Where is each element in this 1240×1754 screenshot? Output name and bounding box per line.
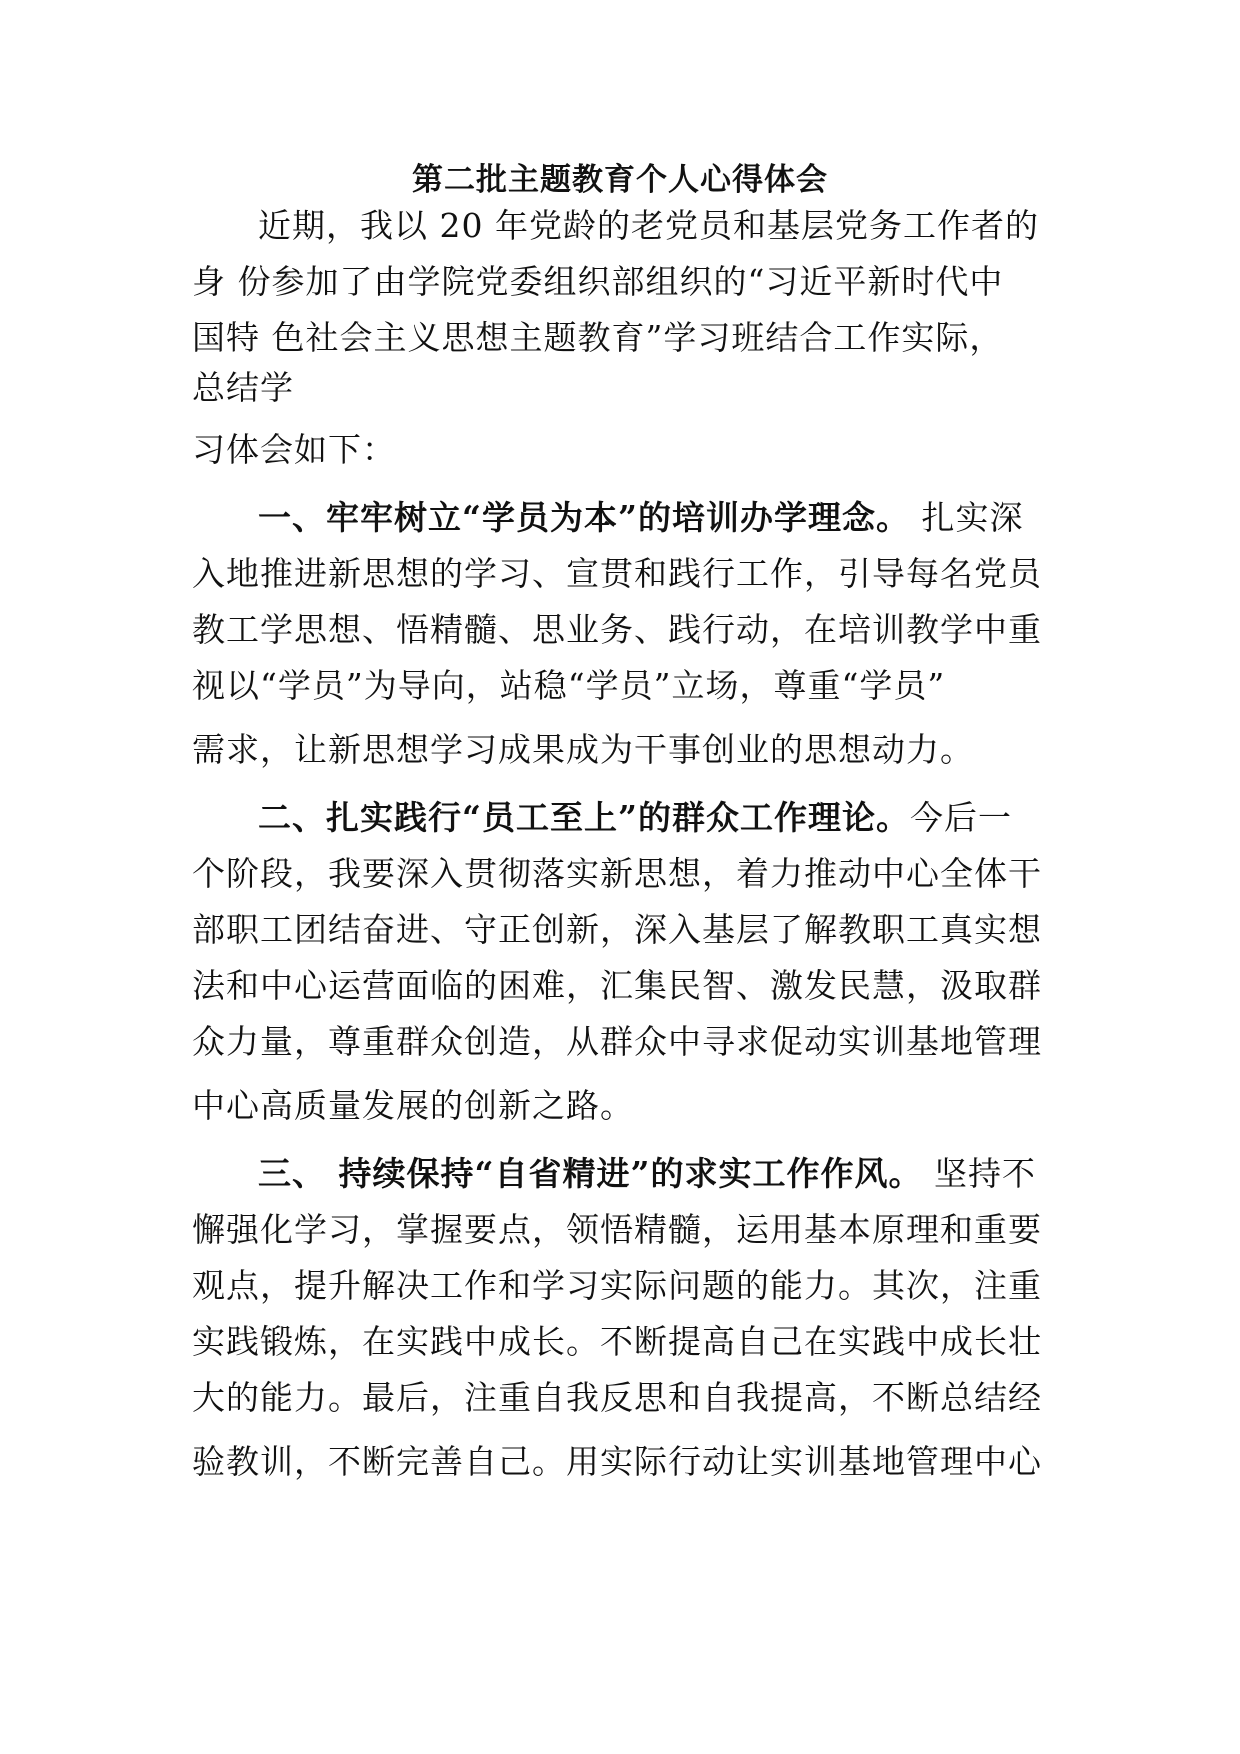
section-line: 法和中心运营面临的困难，汇集民智、激发民慧，汲取群 xyxy=(192,966,1042,1005)
section-line: 入地推进新思想的学习、宣贯和践行工作，引导每名党员 xyxy=(192,554,1042,593)
section-line: 教工学思想、悟精髓、思业务、践行动，在培训教学中重 xyxy=(192,610,1042,649)
intro-line: 习体会如下： xyxy=(192,430,396,469)
section-line: 个阶段，我要深入贯彻落实新思想，着力推动中心全体干 xyxy=(192,854,1042,893)
intro-line: 身 份参加了由学院党委组织部组织的“习近平新时代中 xyxy=(192,262,1004,301)
intro-line: 国特 色社会主义思想主题教育”学习班结合工作实际， xyxy=(192,318,1004,357)
section-text: 今后一 xyxy=(909,798,1012,837)
section-heading: 三、 持续保持“自省精进”的求实工作作风。 xyxy=(258,1154,923,1193)
section-line: 观点，提升解决工作和学习实际问题的能力。其次，注重 xyxy=(192,1266,1042,1305)
section-line: 实践锻炼，在实践中成长。不断提高自己在实践中成长壮 xyxy=(192,1322,1042,1361)
section-first-line xyxy=(258,494,1023,542)
section-text: 坚持不 xyxy=(922,1154,1036,1193)
section-text: 扎实深 xyxy=(909,498,1024,537)
section-first-line xyxy=(258,1150,1036,1198)
section-line: 中心高质量发展的创新之路。 xyxy=(192,1086,634,1125)
section-line: 众力量，尊重群众创造，从群众中寻求促动实训基地管理 xyxy=(192,1022,1042,1061)
section-line: 部职工团结奋进、守正创新，深入基层了解教职工真实想 xyxy=(192,910,1042,949)
document-title: 第二批主题教育个人心得体会 xyxy=(412,162,828,198)
section-line: 视以“学员”为导向，站稳“学员”立场，尊重“学员” xyxy=(192,666,946,705)
section-line: 大的能力。最后，注重自我反思和自我提高，不断总结经 xyxy=(192,1378,1042,1417)
intro-line: 近期，我以 20 年党龄的老党员和基层党务工作者的 xyxy=(258,206,1039,245)
section-first-line xyxy=(258,794,1012,842)
section-heading: 一、牢牢树立“学员为本”的培训办学理念。 xyxy=(258,498,910,537)
intro-line: 总结学 xyxy=(192,368,294,407)
section-line: 验教训，不断完善自己。用实际行动让实训基地管理中心 xyxy=(192,1442,1042,1481)
section-line: 懈强化学习，掌握要点，领悟精髓，运用基本原理和重要 xyxy=(192,1210,1042,1249)
section-line: 需求，让新思想学习成果成为干事创业的思想动力。 xyxy=(192,730,974,769)
section-heading: 二、扎实践行“员工至上”的群众工作理论。 xyxy=(258,798,910,837)
